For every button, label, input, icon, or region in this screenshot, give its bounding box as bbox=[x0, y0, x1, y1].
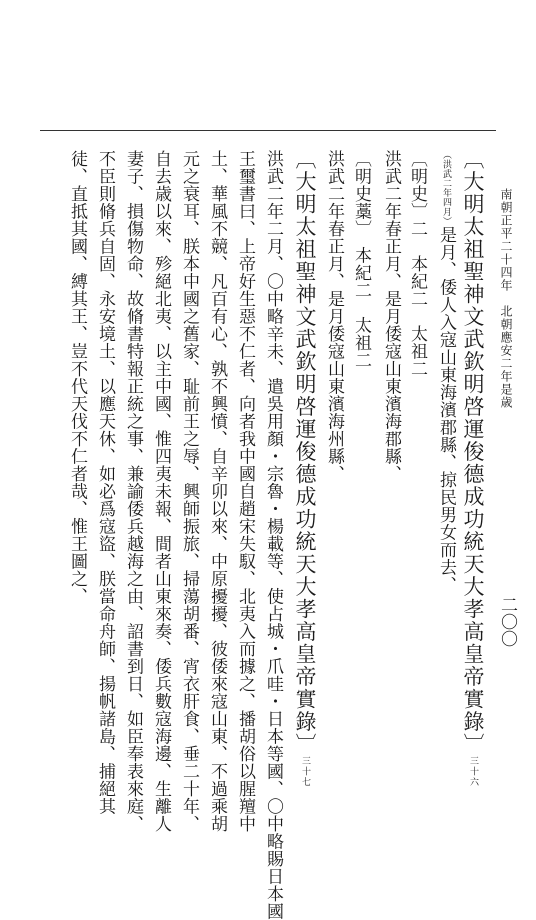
entry-text bbox=[437, 150, 454, 594]
source-title-2 bbox=[294, 148, 315, 787]
body-line: 元之衰耳、朕本中國之舊家、耻前王之辱、興師振旅、掃蕩胡番、宵衣肝食、垂二十年、 bbox=[179, 150, 199, 833]
body-line: 妻子、損傷物命、故脩書特報正統之事、兼諭倭兵越海之由、詔書到日、如臣奉表來庭、 bbox=[123, 150, 143, 833]
source-title-1 bbox=[462, 148, 483, 787]
running-head: 南朝正平二十四年 北朝應安二年是歳 bbox=[499, 188, 513, 409]
entry-text-body: 是月、倭人入寇山東海濱郡縣、掠民男女而去、 bbox=[436, 226, 456, 594]
entry-text: 洪武二年春正月、是月倭寇山東濱海州縣、 bbox=[324, 150, 344, 483]
entry-text: 洪武二年春正月、是月倭寇山東濱海郡縣、 bbox=[381, 150, 401, 483]
body-line: 自去歳以來、殄絕北夷、以主中國、惟四夷未報、間者山東來奏、倭兵數寇海邊、生離人 bbox=[151, 150, 171, 833]
volume-note: 三十六 bbox=[468, 755, 478, 787]
volume-note: 三十七 bbox=[300, 755, 310, 787]
header-rule bbox=[40, 130, 496, 131]
body-line: 不臣則脩兵自固、永安境土、以應天休、如必爲寇盜、朕當命舟師、揚帆諸島、捕絕其 bbox=[95, 150, 115, 815]
body-line: 王璽書曰、上帝好生惡不仁者、向者我中國自趙宋失馭、北夷入而據之、播胡俗以腥羶中 bbox=[235, 150, 255, 833]
source-title-mingshi: 〔明史〕二 本紀二 太祖二 bbox=[407, 150, 427, 378]
body-line: 徒、直抵其國、縛其王、豈不代天伐不仁者哉、惟王圖之、 bbox=[67, 150, 87, 605]
date-note: （洪武二年四月） bbox=[441, 150, 451, 226]
body-line: 洪武二年二月、〇中略辛未、遣吳用顏・宗魯・楊載等、使占城・爪哇・日本等國、〇中略賜日本國 bbox=[263, 150, 283, 920]
source-title-mingshigao: 〔明史藁〕 本紀二 太祖二 bbox=[351, 150, 371, 369]
body-line: 土、華風不競、凡百有心、孰不興憤、自辛卯以來、中原擾擾、彼倭來寇山東、不過乘胡 bbox=[207, 150, 227, 833]
page-number: 二〇〇 bbox=[497, 596, 517, 647]
source-title-text: 〔大明太祖聖神文武欽明啓運俊德成功統天大孝高皇帝實錄〕 bbox=[461, 148, 485, 756]
source-title-text: 〔大明太祖聖神文武欽明啓運俊德成功統天大孝高皇帝實錄〕 bbox=[293, 148, 317, 756]
